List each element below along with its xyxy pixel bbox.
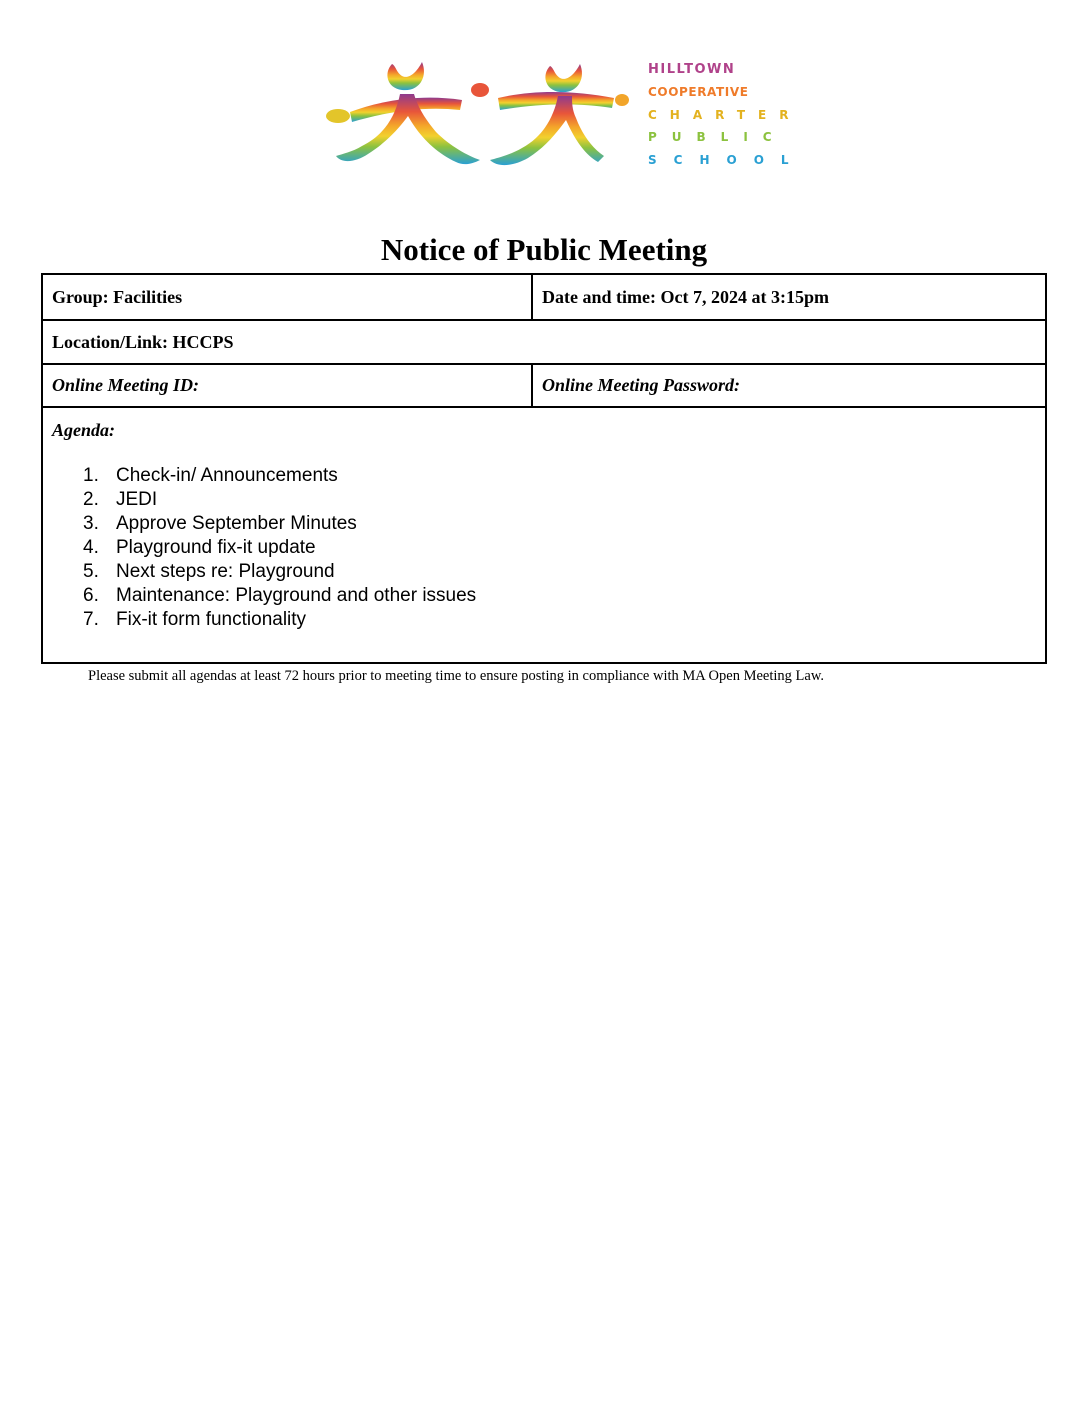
agenda-item-text: Maintenance: Playground and other issues xyxy=(116,585,477,606)
agenda-item xyxy=(83,608,476,632)
agenda-item-number: 1. xyxy=(83,465,99,486)
school-logo xyxy=(322,54,806,178)
online-meeting-id-cell: Online Meeting ID: xyxy=(43,365,533,406)
agenda-item-text: Check-in/ Announcements xyxy=(116,465,338,486)
submission-footnote: Please submit all agendas at least 72 hours prior to meeting time to ensure posting in compliance with MA Open Meeting Law. xyxy=(88,668,824,684)
agenda-item xyxy=(83,488,476,512)
agenda-item-text: Approve September Minutes xyxy=(116,513,357,534)
meeting-notice-table xyxy=(41,273,1047,664)
wordmark-line-2: COOPERATIVE xyxy=(648,85,749,99)
agenda-item xyxy=(83,536,476,560)
dancing-figures-rainbow-icon xyxy=(322,54,632,178)
table-row-agenda xyxy=(43,408,1045,662)
agenda-item-text: Playground fix-it update xyxy=(116,537,316,558)
online-meeting-password-cell: Online Meeting Password: xyxy=(542,375,741,395)
wordmark-line-3: CHARTER xyxy=(648,108,802,122)
agenda-item xyxy=(83,464,476,488)
agenda-item xyxy=(83,584,476,608)
agenda-item-number: 3. xyxy=(83,513,99,534)
agenda-item xyxy=(83,560,476,584)
agenda-list xyxy=(83,464,476,632)
wordmark-line-1: HILLTOWN xyxy=(648,62,736,77)
agenda-section xyxy=(43,408,1045,662)
table-row-location xyxy=(43,321,1045,365)
date-time-cell: Date and time: Oct 7, 2024 at 3:15pm xyxy=(542,286,829,307)
agenda-item-text: Fix-it form functionality xyxy=(116,609,307,630)
agenda-item-number: 5. xyxy=(83,561,99,582)
wordmark-line-4: PUBLIC xyxy=(648,130,787,144)
agenda-heading: Agenda: xyxy=(52,420,115,440)
agenda-item-text: Next steps re: Playground xyxy=(116,561,335,582)
table-row-online-meeting xyxy=(43,365,1045,408)
page-title: Notice of Public Meeting xyxy=(380,232,708,267)
group-cell: Group: Facilities xyxy=(43,275,533,319)
table-row-group-date xyxy=(43,275,1045,321)
agenda-item xyxy=(83,512,476,536)
wordmark-line-5: SCHOOL xyxy=(648,153,806,167)
agenda-item-number: 2. xyxy=(83,489,99,510)
agenda-item-number: 4. xyxy=(83,537,99,558)
location-cell: Location/Link: HCCPS xyxy=(52,331,234,352)
agenda-item-number: 7. xyxy=(83,609,99,630)
agenda-item-number: 6. xyxy=(83,585,99,606)
agenda-item-text: JEDI xyxy=(116,489,158,510)
